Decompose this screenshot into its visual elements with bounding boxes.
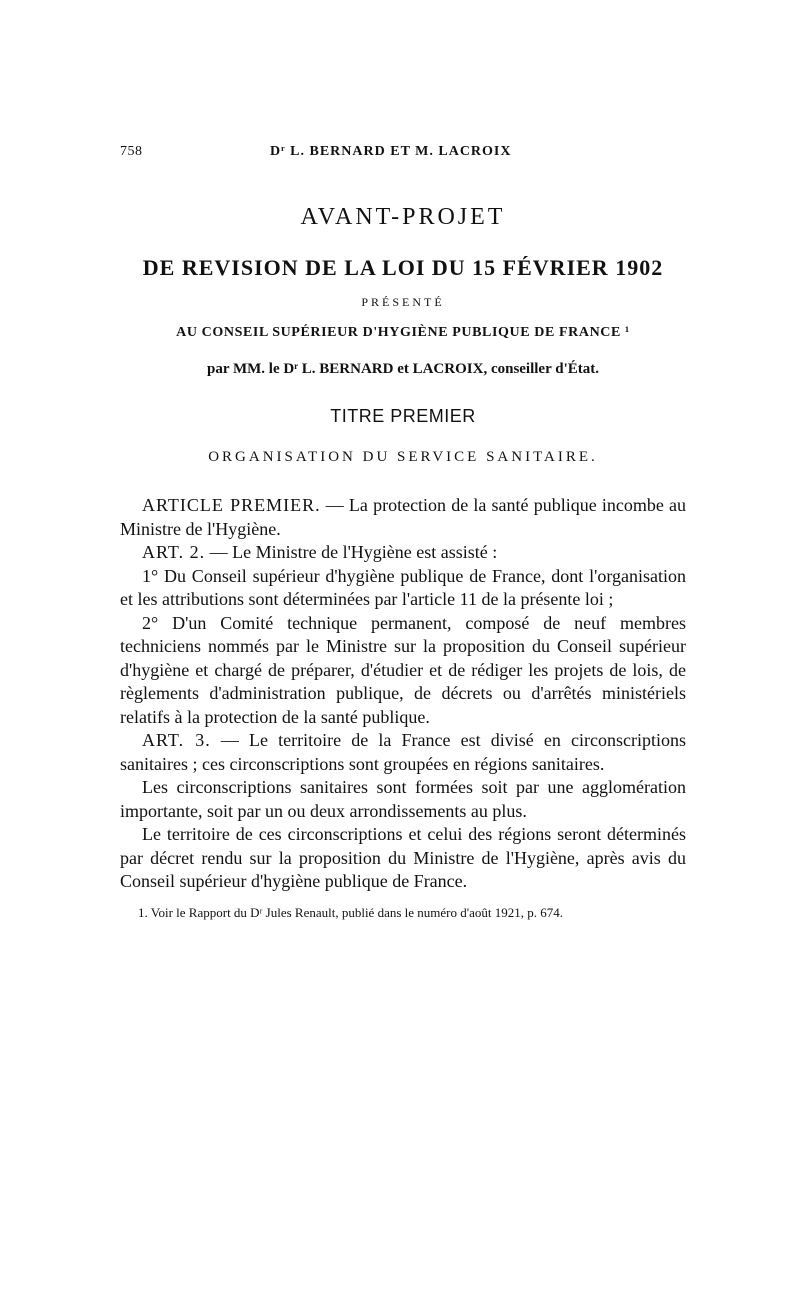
presented-label: PRÉSENTÉ <box>361 295 445 309</box>
paragraph-text: — Le Ministre de l'Hygiène est assisté : <box>205 542 498 562</box>
document-title: AVANT-PROJET <box>300 204 506 230</box>
paragraph <box>120 565 686 612</box>
body-text <box>120 494 686 894</box>
article-label: ARTICLE PREMIER. <box>142 495 321 515</box>
document-page <box>120 140 686 922</box>
paragraph <box>120 776 686 823</box>
paragraph <box>120 541 686 565</box>
article-label: ART. 3. <box>142 730 211 750</box>
paragraph-text: 2° D'un Comité technique permanent, composé de neuf membres techniciens nommés par le Ministre sur la proposition du Conseil supérieur d'hygiène et chargé de préparer, d'étudier et de rédiger les projets de lois, de règlements d'administration publique, de décrets ou d'arrêtés ministériels relatifs à la protection de la santé publique. <box>120 612 686 727</box>
paragraph <box>120 729 686 776</box>
page-number: 758 <box>120 144 143 159</box>
footnote: 1. Voir le Rapport du Dʳ Jules Renault, publié dans le numéro d'août 1921, p. 674. <box>138 904 563 920</box>
section-title: TITRE PREMIER <box>330 406 476 426</box>
authors-line: par MM. le Dʳ L. BERNARD et LACROIX, conseiller d'État. <box>207 361 599 377</box>
running-title: Dʳ L. BERNARD ET M. LACROIX <box>270 144 512 159</box>
paragraph <box>120 823 686 894</box>
paragraph-text: Le territoire de ces circonscriptions et celui des régions seront déterminés par décret rendu sur la proposition du Ministre de l'Hygiène, après avis du Conseil supérieur d'hygiène publique de France. <box>120 824 686 891</box>
paragraph-text: Les circonscriptions sanitaires sont formées soit par une agglomération importante, soit par un ou deux arrondissements au plus. <box>120 777 686 821</box>
section-subtitle: ORGANISATION DU SERVICE SANITAIRE. <box>208 449 598 465</box>
paragraph-text: — Le territoire de la France est divisé en circonscriptions sanitaires ; ces circonscriptions sont groupées en régions sanitaires. <box>120 730 686 774</box>
paragraph-text: — La protection de la santé publique incombe au Ministre de l'Hygiène. <box>120 495 686 539</box>
document-subtitle: DE REVISION DE LA LOI DU 15 FÉVRIER 1902 <box>142 255 664 280</box>
paragraph-text: 1° Du Conseil supérieur d'hygiène publique de France, dont l'organisation et les attributions sont déterminées par l'article 11 de la présente loi ; <box>120 565 686 609</box>
running-head <box>120 140 686 166</box>
paragraph <box>120 612 686 730</box>
paragraph <box>120 494 686 541</box>
article-label: ART. 2. <box>142 542 206 562</box>
presented-to: AU CONSEIL SUPÉRIEUR D'HYGIÈNE PUBLIQUE DE FRANCE ¹ <box>176 325 630 340</box>
